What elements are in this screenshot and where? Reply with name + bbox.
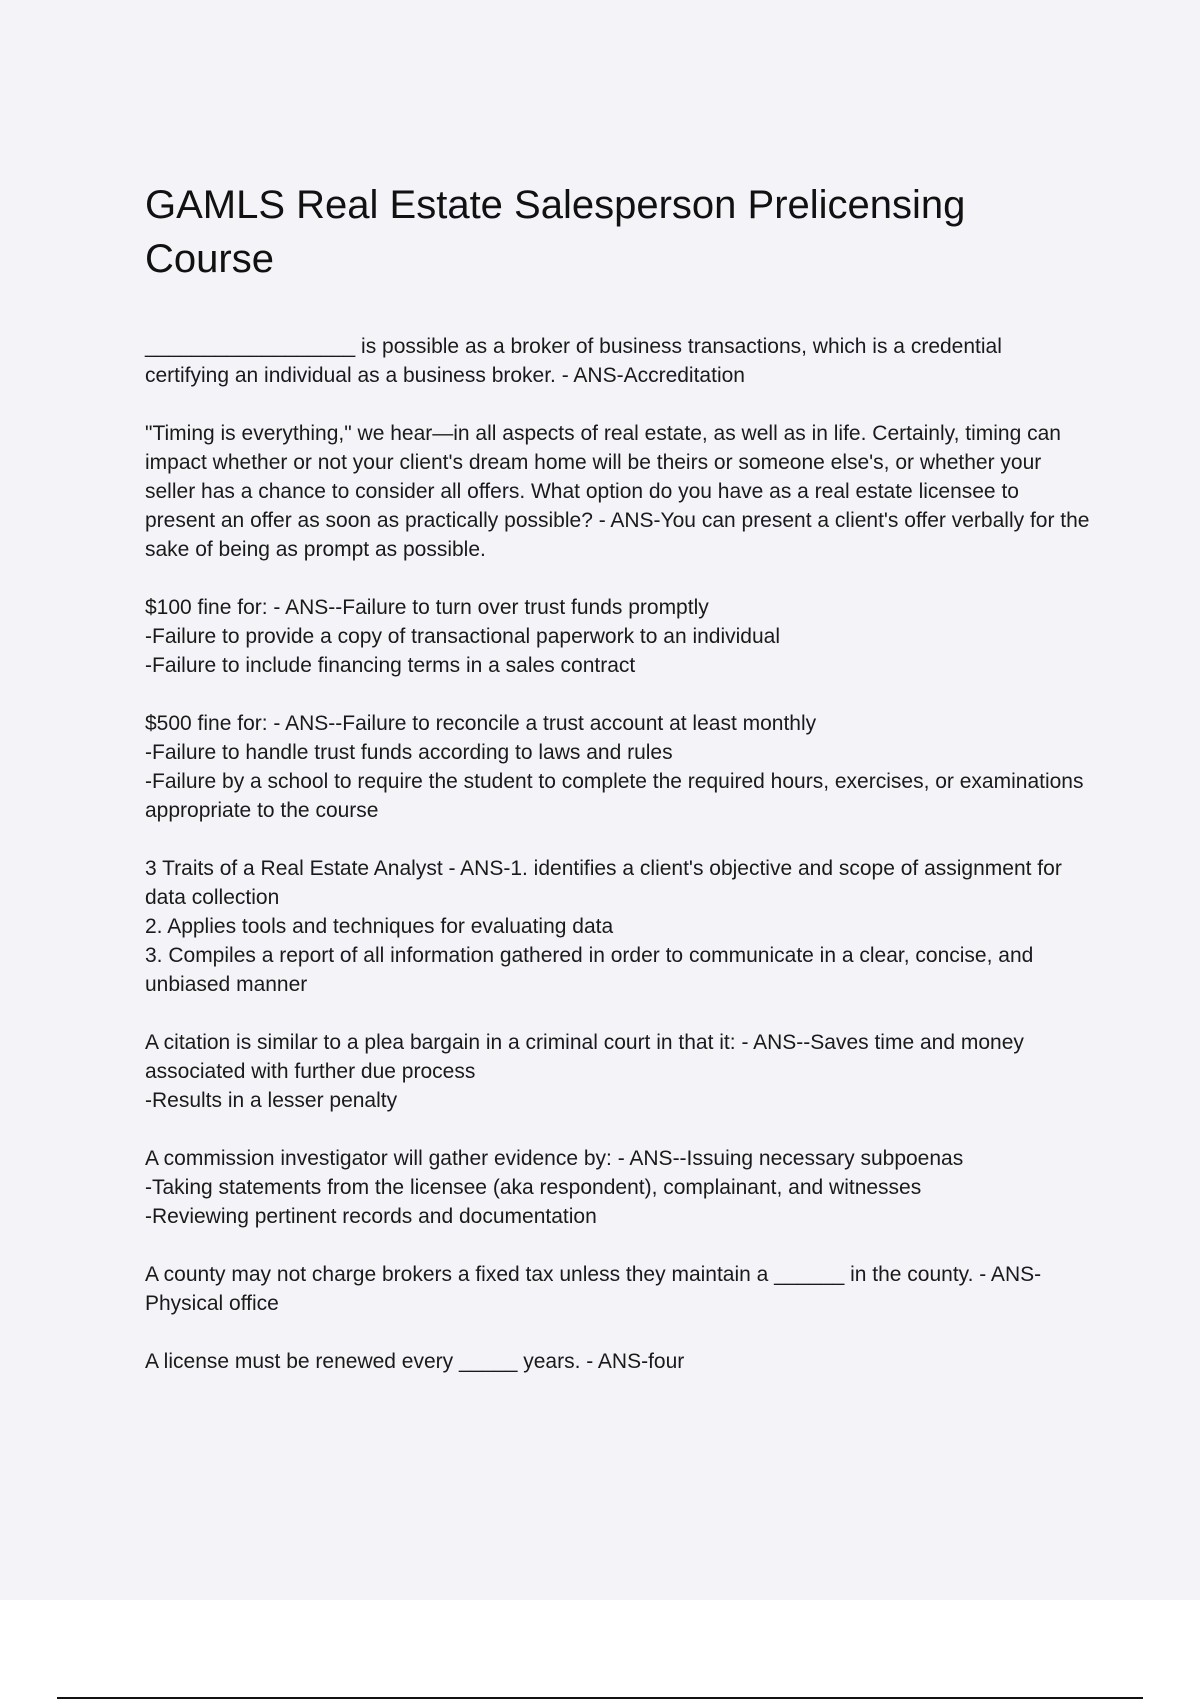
qa-list: [145, 332, 1090, 1376]
qa-entry-analyst-traits: 3 Traits of a Real Estate Analyst - ANS-1. identifies a client's objective and scope of assignment for data collection 2. Applies tools and techniques for evaluating data 3. Compiles a report of all information gathered in order to communicate in a clear, concise, and unbiased manner: [145, 857, 1062, 996]
qa-entry-500-fine: $500 fine for: - ANS--Failure to reconcile a trust account at least monthly -Failure to handle trust funds according to laws and rules -Failure by a school to require the student to complete the required hours, exercises, or examinations appropriate to the course: [145, 712, 1084, 822]
document-content: [145, 178, 1090, 1405]
qa-entry-citation: A citation is similar to a plea bargain in a criminal court in that it: - ANS--Saves time and money associated with further due process -Results in a lesser penalty: [145, 1031, 1024, 1112]
qa-entry-100-fine: $100 fine for: - ANS--Failure to turn over trust funds promptly -Failure to provide a copy of transactional paperwork to an individual -Failure to include financing terms in a sales contract: [145, 596, 781, 677]
qa-entry-investigator: A commission investigator will gather evidence by: - ANS--Issuing necessary subpoenas -Taking statements from the licensee (aka respondent), complainant, and witnesses -Reviewing pertinent records and documentation: [145, 1147, 964, 1228]
footer-divider: [57, 1697, 1143, 1699]
page-title: GAMLS Real Estate Salesperson Prelicensing Course: [145, 183, 966, 281]
qa-entry-license-renewal: A license must be renewed every _____ years. - ANS-four: [145, 1350, 685, 1373]
qa-entry-accreditation: __________________ is possible as a broker of business transactions, which is a credential certifying an individual as a business broker. - ANS-Accreditation: [145, 335, 1002, 387]
qa-entry-timing: "Timing is everything," we hear—in all aspects of real estate, as well as in life. Certainly, timing can impact whether or not your client's dream home will be theirs or someone else's, or whether your seller has a chance to consider all offers. What option do you have as a real estate licensee to present an offer as soon as practically possible? - ANS-You can present a client's offer verbally for the sake of being as prompt as possible.: [145, 422, 1090, 561]
qa-entry-county-tax: A county may not charge brokers a fixed tax unless they maintain a ______ in the county. - ANS-Physical office: [145, 1263, 1042, 1315]
